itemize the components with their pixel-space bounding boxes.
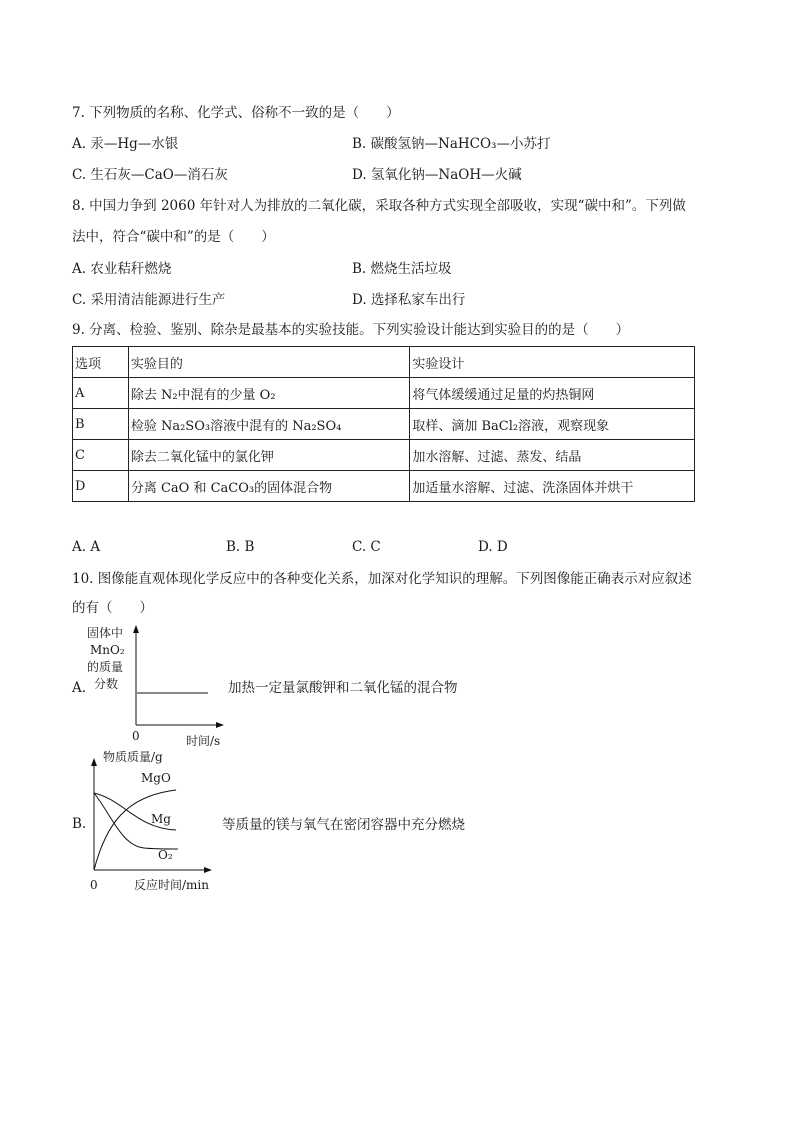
q9-answer-c: C. C	[352, 539, 381, 555]
table-cell: 取样、滴加 BaCl₂溶液，观察现象	[410, 409, 695, 440]
q7-stem: 7. 下列物质的名称、化学式、俗称不一致的是（ ）	[72, 105, 400, 121]
q8-stem-line2: 法中，符合“碳中和”的是（ ）	[72, 229, 275, 245]
table-cell: A	[73, 378, 129, 409]
q8-stem-line1: 8. 中国力争到 2060 年针对人为排放的二氧化碳，采取各种方式实现全部吸收，实现“碳中和”。下列做	[72, 198, 686, 214]
table-cell: D	[73, 471, 129, 502]
q8-option-a: A. 农业秸秆燃烧	[72, 261, 172, 277]
graph-b-label-mg: Mg	[151, 812, 171, 826]
graph-a-xlabel: 时间/s	[186, 734, 221, 748]
q10-option-a-letter: A.	[72, 680, 87, 696]
table-cell: 加适量水溶解、过滤、洗涤固体并烘干	[410, 471, 695, 502]
graph-b-x-arrow	[204, 867, 212, 873]
graph-b-origin: 0	[90, 878, 98, 892]
q7-option-d: D. 氢氧化钠—NaOH—火碱	[352, 167, 522, 183]
table-cell: 加水溶解、过滤、蒸发、结晶	[410, 440, 695, 471]
table-cell: 检验 Na₂SO₃溶液中混有的 Na₂SO₄	[128, 409, 410, 440]
graph-a-origin: 0	[132, 729, 140, 743]
q7-option-c: C. 生石灰—CaO—消石灰	[72, 167, 228, 183]
table-row	[73, 440, 695, 471]
graph-b-label-mgo: MgO	[141, 771, 171, 785]
table-cell: B	[73, 409, 129, 440]
q8-option-c: C. 采用清洁能源进行生产	[72, 292, 226, 308]
q10-stem-line1: 10. 图像能直观体现化学反应中的各种变化关系，加深对化学知识的理解。下列图像能正确表示对应叙述	[72, 571, 692, 587]
q10-option-a-description: 加热一定量氯酸钾和二氧化锰的混合物	[228, 680, 458, 696]
table-row	[73, 409, 695, 440]
graph-a-ylabel-line4: 分数	[94, 677, 119, 691]
table-cell: 除去二氧化锰中的氯化钾	[128, 440, 410, 471]
graph-a-ylabel-line2: MnO₂	[90, 643, 125, 657]
q10-option-b-graph	[84, 746, 229, 894]
q8-option-b: B. 燃烧生活垃圾	[352, 261, 452, 277]
q10-option-b-description: 等质量的镁与氧气在密闭容器中充分燃烧	[222, 817, 465, 833]
graph-a-x-arrow	[216, 722, 224, 728]
q9-answer-d: D. D	[478, 539, 508, 555]
table-row	[73, 378, 695, 409]
table-cell: 除去 N₂中混有的少量 O₂	[128, 378, 410, 409]
table-cell: C	[73, 440, 129, 471]
table-header-cell: 实验设计	[410, 347, 695, 378]
graph-a-y-arrow	[133, 625, 139, 633]
graph-b-ylabel: 物质质量/g	[103, 750, 163, 764]
q9-stem: 9. 分离、检验、鉴别、除杂是最基本的实验技能。下列实验设计能达到实验目的的是（ ）	[72, 322, 630, 338]
graph-a-ylabel-line1: 固体中	[87, 626, 124, 640]
table-row	[73, 471, 695, 502]
graph-b-y-arrow	[91, 758, 97, 766]
q7-option-a: A. 汞—Hg—水银	[72, 136, 179, 152]
graph-b-label-o2: O₂	[158, 848, 173, 862]
graph-b-xlabel: 反应时间/min	[134, 878, 209, 892]
table-cell: 将气体缓缓通过足量的灼热铜网	[410, 378, 695, 409]
q9-experiment-table	[72, 346, 695, 502]
q9-answer-a: A. A	[72, 539, 101, 555]
table-header-cell: 实验目的	[128, 347, 410, 378]
q8-option-d: D. 选择私家车出行	[352, 292, 466, 308]
q10-stem-line2: 的有（ ）	[72, 600, 153, 616]
table-header-cell: 选项	[73, 347, 129, 378]
q7-option-b: B. 碳酸氢钠—NaHCO₃—小苏打	[352, 136, 551, 152]
q10-option-b-letter: B.	[72, 816, 87, 832]
table-header-row	[73, 347, 695, 378]
graph-a-ylabel-line3: 的质量	[87, 660, 124, 674]
q9-answer-b: B. B	[226, 539, 255, 555]
table-cell: 分离 CaO 和 CaCO₃的固体混合物	[128, 471, 410, 502]
